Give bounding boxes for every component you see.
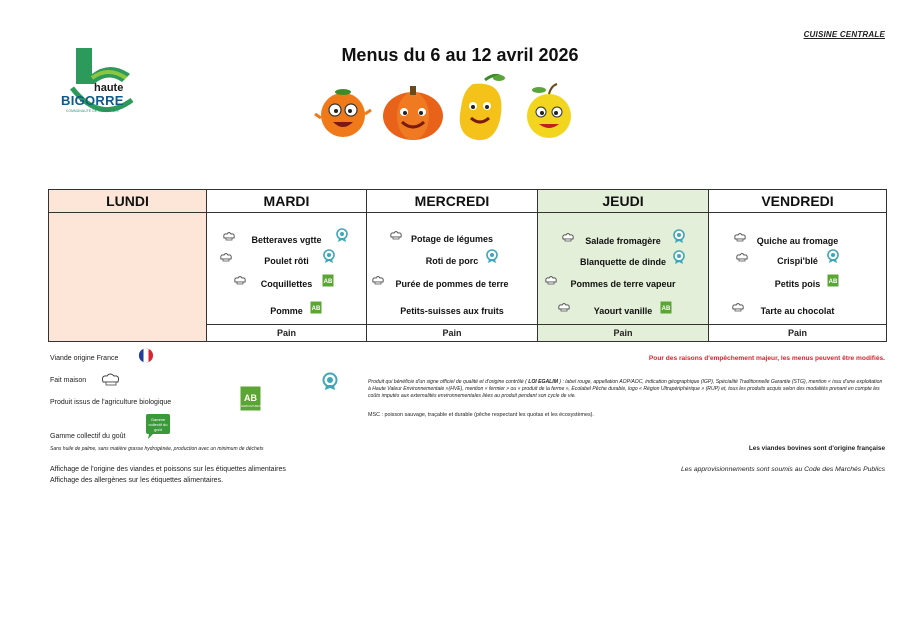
dish-label: Quiche au fromage — [756, 236, 839, 246]
day-cell-mardi — [207, 213, 367, 342]
svg-text:AB: AB — [828, 279, 838, 285]
dish-label: Blanquette de dinde — [579, 257, 666, 267]
quality-label-icon — [336, 229, 348, 243]
ab-bio-icon — [660, 301, 672, 314]
logo-word-communaute: COMMUNAUTÉ DE COMMUNES — [66, 109, 119, 113]
apple-character-icon — [527, 84, 571, 138]
ab-logo-caption: AGRICULTURE BIOLOGIQUE — [241, 405, 276, 408]
pain-label: Pain — [538, 324, 708, 341]
chef-hat-icon — [222, 231, 236, 241]
legend-affichage-allergenes: Affichage des allergènes sur les étiquettes alimentaires. — [50, 477, 224, 484]
dish-item — [709, 236, 886, 246]
dish-item — [538, 257, 708, 267]
dish-label: Betteraves vgtte — [251, 235, 322, 245]
chef-hat-icon — [557, 302, 571, 312]
chef-hat-icon — [389, 230, 403, 240]
logo-word-bigorre: BIGORRE — [61, 93, 124, 108]
day-cell-lundi — [49, 213, 207, 342]
mango-character-icon — [460, 75, 505, 140]
france-flag-icon — [137, 348, 155, 363]
legend-viande-france: Viande origine France — [50, 355, 119, 362]
dish-label: Roti de porc — [425, 256, 479, 266]
dish-item — [367, 279, 537, 289]
dish-label: Poulet rôti — [264, 256, 309, 266]
svg-text:AB: AB — [244, 393, 257, 403]
egalim-bold: LOI EGALIM — [528, 379, 558, 385]
pumpkin-character-icon — [383, 86, 443, 140]
day-cell-vendredi — [709, 213, 887, 342]
day-cell-mercredi — [367, 213, 538, 342]
msc-note: MSC : poisson sauvage, traçable et durable (pêche respectant les quotas et les écosystèmes). — [368, 412, 594, 418]
egalim-prefix: Produit qui bénéficie d'un signe officiel de qualité et d'origine contrôlé ( — [368, 379, 529, 385]
cuisine-centrale-label: CUISINE CENTRALE — [803, 30, 885, 39]
egalim-note — [368, 379, 884, 401]
legend-sans-huile: Sans huile de palme, sans matière grasse hydrogénée, production avec un minimum de déchets — [50, 446, 264, 452]
quality-label-icon — [322, 373, 338, 391]
chef-hat-icon — [544, 275, 558, 285]
page-title: Menus du 6 au 12 avril 2026 — [341, 45, 579, 65]
fruit-characters-illustration — [305, 70, 585, 150]
dish-label: Purée de pommes de terre — [395, 279, 509, 289]
dish-item — [207, 306, 366, 316]
day-header-vendredi: VENDREDI — [709, 190, 887, 213]
dish-label: Pommes de terre vapeur — [570, 279, 676, 289]
gamme-badge — [143, 414, 173, 440]
dish-label: Yaourt vanille — [593, 306, 653, 316]
dish-item — [207, 256, 366, 266]
dish-item — [709, 306, 886, 316]
svg-text:AB: AB — [661, 306, 671, 312]
dish-label: Crispi'blé — [777, 256, 818, 266]
day-header-mardi: MARDI — [207, 190, 367, 213]
haute-bigorre-logo — [52, 44, 142, 126]
ab-bio-icon — [322, 274, 334, 287]
svg-text:AB: AB — [311, 306, 321, 312]
chef-hat-icon — [371, 275, 385, 285]
quality-label-icon — [673, 251, 685, 265]
ab-bio-icon — [310, 301, 322, 314]
dish-item — [207, 235, 366, 245]
dish-item — [538, 306, 708, 316]
quality-label-icon — [673, 230, 685, 244]
day-header-jeudi: JEUDI — [538, 190, 709, 213]
chef-hat-icon — [561, 232, 575, 242]
dish-label: Petits pois — [774, 279, 821, 289]
quality-label-icon — [827, 250, 839, 264]
dish-item — [367, 306, 537, 316]
weekly-menu-table — [48, 189, 887, 342]
orange-character-icon — [315, 89, 371, 137]
legend-bio: Produit issus de l'agriculture biologique — [50, 399, 172, 406]
dish-item — [207, 279, 366, 289]
chef-hat-icon — [731, 302, 745, 312]
legend-gamme: Gamme collectif du goût — [50, 433, 126, 440]
dish-item — [538, 236, 708, 246]
dish-item — [709, 256, 886, 266]
day-header-lundi: LUNDI — [49, 190, 207, 213]
day-cell-jeudi — [538, 213, 709, 342]
dish-item — [367, 256, 537, 266]
pain-label: Pain — [207, 324, 366, 341]
dish-item — [538, 279, 708, 289]
chef-hat-icon — [733, 232, 747, 242]
egalim-rest: ) : label rouge, appellation AOP/AOC, indication géographique (IGP), Spécialité Traditionnelle Garantie (STG), mention « issu d'une exploitation à Haute Valeur Environnementale »(HVE), mention « fermier » ou « produit de la ferme », Ecolabel Pêche durable, logo « Région Ultrapériphérique » (RUP) et, tous les produits acquis selon des modalités prenant en compte les coûts imputés aux externalités environnementales liées au produit pendant son cycle de vie. — [368, 379, 883, 400]
bovins-note: Les viandes bovines sont d'origine française — [748, 445, 885, 452]
dish-label: Pomme — [270, 306, 303, 316]
gamme-badge-text: Gamme collectif du goût — [148, 417, 168, 432]
appro-note: Les approvisionnements sont soumis au Code des Marchés Publics — [680, 466, 885, 473]
logo-word-haute: haute — [94, 82, 124, 94]
dish-label: Tarte au chocolat — [760, 306, 835, 316]
dish-item — [367, 234, 537, 244]
chef-hat-icon — [233, 275, 247, 285]
day-header-mercredi: MERCREDI — [367, 190, 538, 213]
menu-change-warning: Pour des raisons d'empêchement majeur, les menus peuvent être modifiés. — [648, 355, 885, 362]
dish-label: Potage de légumes — [410, 234, 494, 244]
pain-label: Pain — [367, 324, 537, 341]
quality-label-icon — [323, 250, 335, 264]
dish-label: Petits-suisses aux fruits — [400, 306, 504, 316]
legend-fait-maison: Fait maison — [50, 377, 87, 384]
chef-hat-icon — [219, 252, 233, 262]
legend-affichage-origine: Affichage de l'origine des viandes et poissons sur les étiquettes alimentaires — [50, 466, 286, 473]
ab-bio-icon — [827, 274, 839, 287]
ab-bio-logo — [240, 386, 276, 411]
chef-hat-icon — [735, 252, 749, 262]
quality-label-icon — [486, 250, 498, 264]
dish-label: Coquillettes — [260, 279, 313, 289]
dish-item — [709, 279, 886, 289]
pain-label: Pain — [709, 324, 886, 341]
chef-hat-icon — [100, 372, 122, 386]
dish-label: Salade fromagère — [585, 236, 661, 246]
svg-text:AB: AB — [323, 279, 333, 285]
